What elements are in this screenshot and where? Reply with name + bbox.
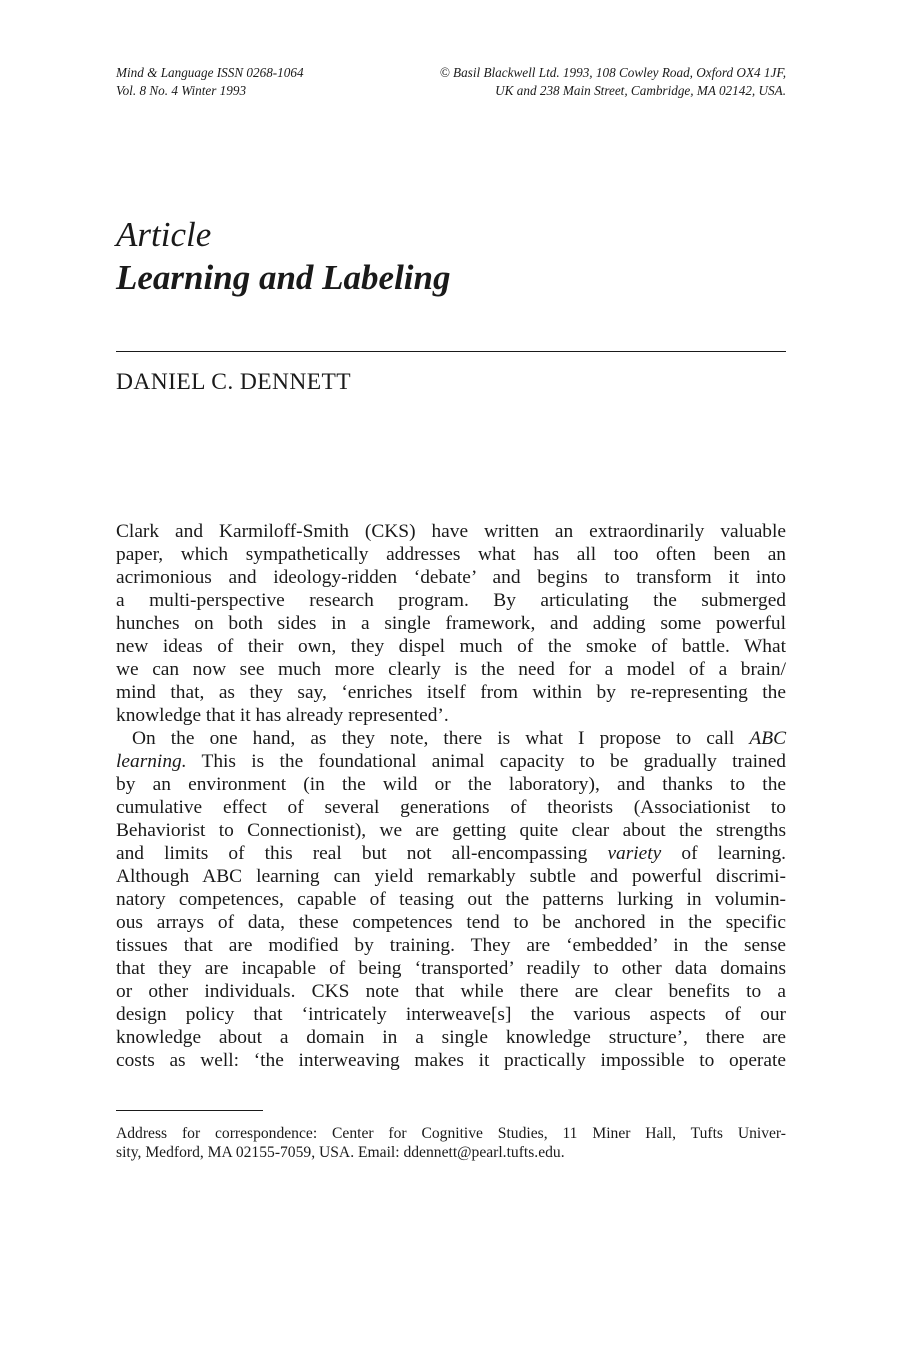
body-line: tissues that are modified by training. They are ‘embedded’ in the sense — [116, 935, 786, 956]
body-line: costs as well: ‘the interweaving makes it practically impossible to operate — [116, 1050, 786, 1071]
body-text: On the one hand, as they note, there is what I propose to call — [132, 728, 750, 749]
author-name: DANIEL C. DENNETT — [116, 369, 352, 395]
body-line: Behaviorist to Connectionist), we are getting quite clear about the strengths — [116, 820, 786, 841]
body-line — [116, 727, 786, 750]
body-line: acrimonious and ideology-ridden ‘debate’ and begins to transform it into — [116, 567, 786, 588]
body-line: paper, which sympathetically addresses what has all too often been an — [116, 544, 786, 565]
body-line: Clark and Karmiloff-Smith (CKS) have written an extraordinarily valuable — [116, 521, 786, 542]
body-line — [116, 750, 786, 773]
publisher-line-2: UK and 238 Main Street, Cambridge, MA 02142, USA. — [495, 83, 786, 98]
body-emphasis: ABC — [749, 728, 786, 749]
footnote-line: sity, Medford, MA 02155-7059, USA. Email: ddennett@pearl.tufts.edu. — [116, 1144, 565, 1161]
body-line: that they are incapable of being ‘transported’ readily to other data domains — [116, 958, 786, 979]
body-line: a multi-perspective research program. By articulating the submerged — [116, 590, 786, 611]
article-title: Learning and Labeling — [116, 258, 451, 297]
body-line: new ideas of their own, they dispel much of the smoke of battle. What — [116, 636, 786, 657]
body-line — [116, 842, 786, 865]
body-line: cumulative effect of several generations of theorists (Associationist to — [116, 797, 786, 818]
correspondence-footnote — [116, 1124, 786, 1162]
footnote-line: Address for correspondence: Center for Cognitive Studies, 11 Miner Hall, Tufts Univer- — [116, 1125, 786, 1142]
body-emphasis: variety — [607, 843, 662, 864]
title-divider — [116, 351, 786, 352]
body-line: natory competences, capable of teasing out the patterns lurking in volumin- — [116, 889, 786, 910]
body-text: and limits of this real but not all-encompassing — [116, 843, 608, 864]
journal-issn-block — [116, 64, 304, 100]
body-line: we can now see much more clearly is the need for a model of a brain/ — [116, 659, 786, 680]
body-line: design policy that ‘intricately interweave[s] the various aspects of our — [116, 1004, 786, 1025]
body-line: ous arrays of data, these competences tend to be anchored in the specific — [116, 912, 786, 933]
body-line: by an environment (in the wild or the laboratory), and thanks to the — [116, 774, 786, 795]
body-line: or other individuals. CKS note that while there are clear benefits to a — [116, 981, 786, 1002]
publisher-line-1: © Basil Blackwell Ltd. 1993, 108 Cowley Road, Oxford OX4 1JF, — [439, 65, 786, 80]
footnote-divider — [116, 1110, 263, 1111]
journal-issn-line: Mind & Language ISSN 0268-1064 — [116, 65, 304, 80]
body-line: knowledge about a domain in a single knowledge structure’, there are — [116, 1027, 786, 1048]
body-emphasis: learning. — [116, 751, 187, 772]
journal-volume-line: Vol. 8 No. 4 Winter 1993 — [116, 83, 247, 98]
article-body — [116, 520, 786, 1072]
body-line: hunches on both sides in a single framework, and adding some powerful — [116, 613, 786, 634]
body-text: This is the foundational animal capacity to be gradually trained — [186, 751, 786, 772]
article-type-label: Article — [116, 215, 212, 254]
body-line: mind that, as they say, ‘enriches itself from within by re-representing the — [116, 682, 786, 703]
body-line: Although ABC learning can yield remarkably subtle and powerful discrimi- — [116, 866, 786, 887]
body-text: of learning. — [661, 843, 787, 864]
body-line: knowledge that it has already represented’. — [116, 705, 449, 726]
publisher-block — [440, 64, 786, 100]
